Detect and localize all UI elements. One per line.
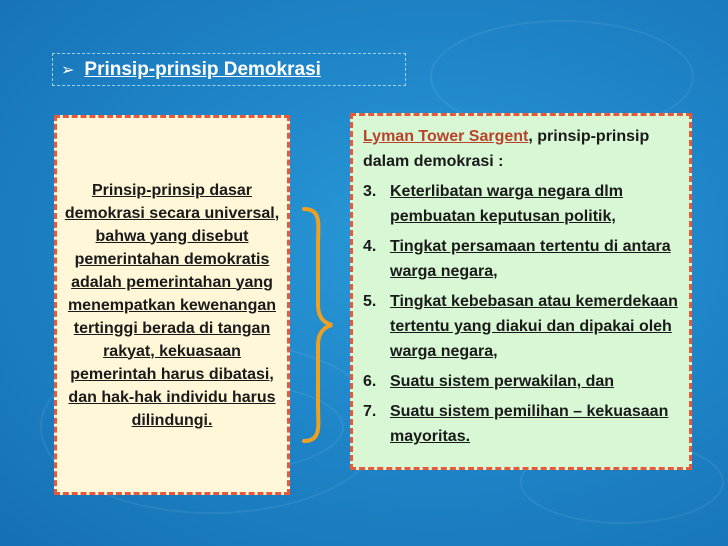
- definition-text: Prinsip-prinsip dasar demokrasi secara universal, bahwa yang disebut pemerintahan demokratis adalah pemerintahan yang menempatkan kewenangan tertinggi berada di tangan rakyat, kekuasaan pemerintah harus dibatasi, dan hak-hak individu harus dilindungi.: [64, 181, 280, 429]
- intro-text: , prinsip-prinsip dalam demokrasi :: [363, 128, 650, 170]
- item-text: Keterlibatan warga negara dlm pembuatan keputusan politik,: [390, 183, 623, 225]
- right-principles-box: [350, 113, 692, 470]
- item-text: Tingkat persamaan tertentu di antara warga negara,: [390, 238, 671, 280]
- item-number: 3.: [363, 183, 377, 200]
- item-number: 6.: [363, 373, 377, 390]
- item-number: 7.: [363, 403, 377, 420]
- list-item: [363, 289, 679, 364]
- item-text: Suatu sistem perwakilan, dan: [390, 373, 615, 390]
- item-number: 5.: [363, 293, 377, 310]
- principles-list: [363, 179, 679, 449]
- arrow-bullet-icon: ➢: [61, 61, 75, 79]
- list-item: [363, 179, 679, 229]
- list-item: [363, 369, 679, 394]
- curly-brace-icon: [296, 205, 336, 445]
- item-text: Tingkat kebebasan atau kemerdekaan tertentu yang diakui dan dipakai oleh warga negara,: [390, 293, 678, 360]
- slide-title-text: Prinsip-prinsip Demokrasi: [84, 58, 321, 80]
- author-name: Lyman Tower Sargent: [363, 128, 529, 145]
- list-item: [363, 234, 679, 284]
- item-text: Suatu sistem pemilihan – kekuasaan mayoritas.: [390, 403, 669, 445]
- left-definition-box: [54, 115, 290, 495]
- principles-intro: [363, 124, 679, 174]
- list-item: [363, 399, 679, 449]
- item-number: 4.: [363, 238, 377, 255]
- slide-title: [52, 53, 406, 86]
